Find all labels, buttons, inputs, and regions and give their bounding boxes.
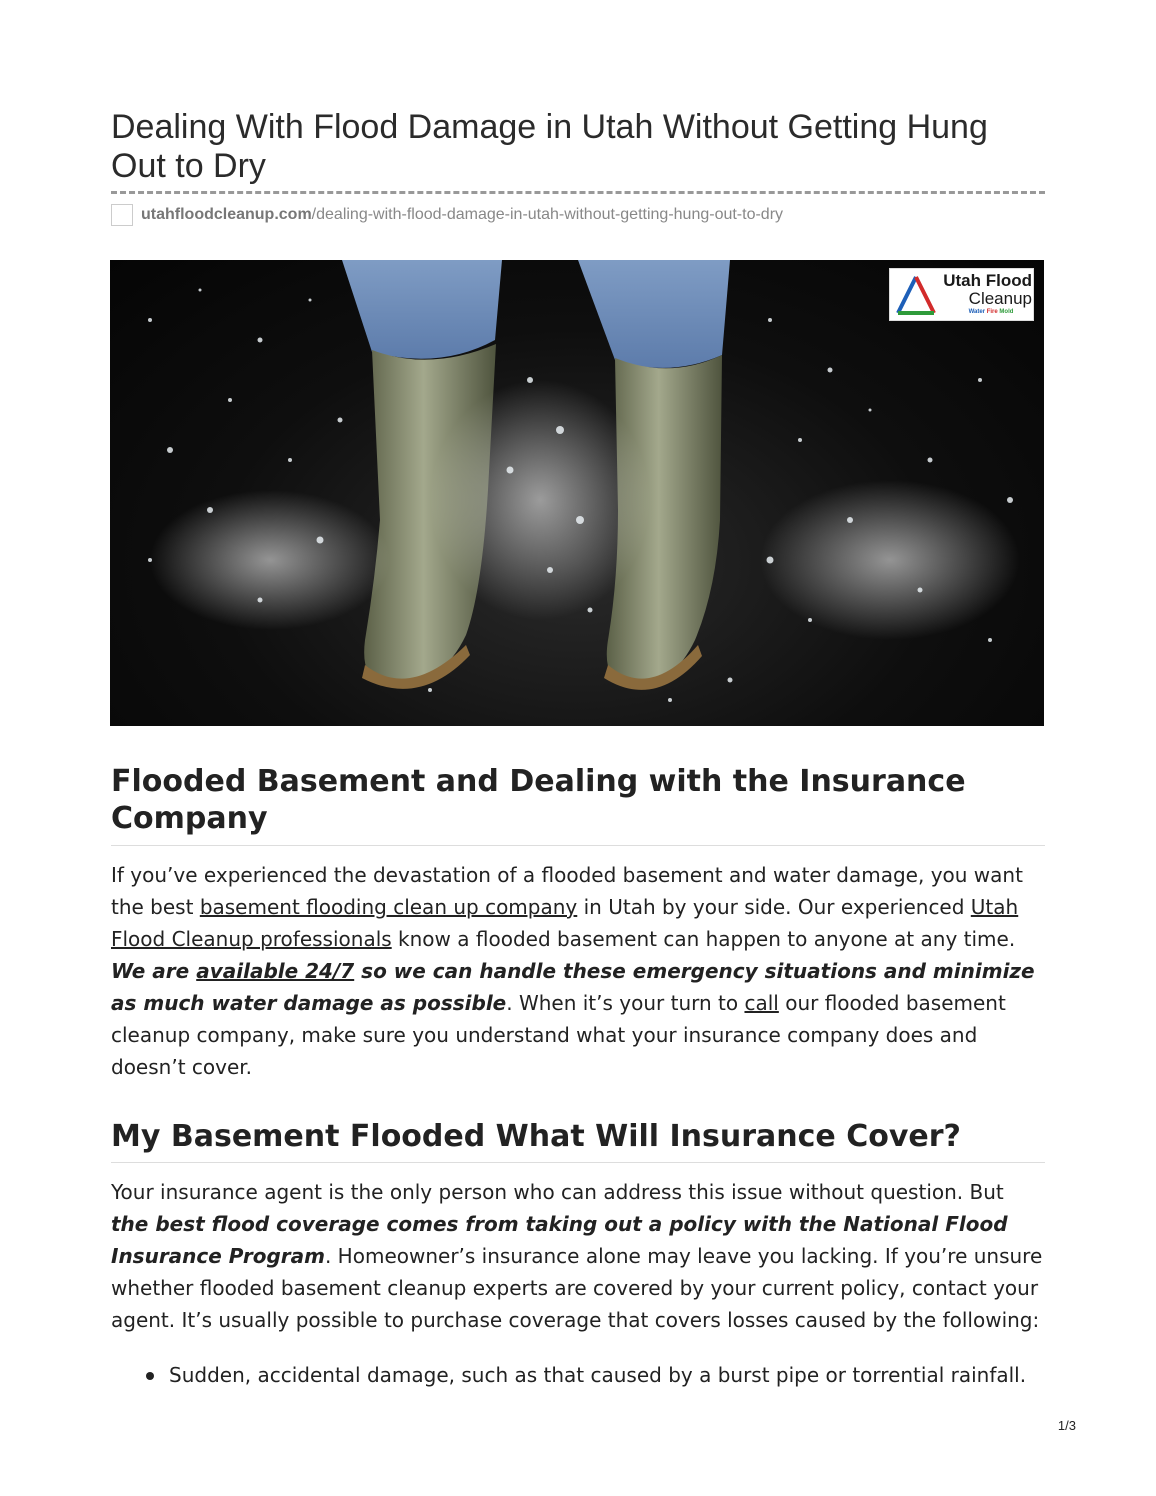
section1-paragraph — [111, 859, 1045, 1083]
page-title: Dealing With Flood Damage in Utah Without Getting Hung Out to Dry — [111, 108, 988, 185]
source-path[interactable]: /dealing-with-flood-damage-in-utah-without-getting-hung-out-to-dry — [311, 206, 784, 223]
text-run: know a flooded basement can happen to anyone at any time. — [391, 927, 1016, 951]
text-run: in Utah by your side. Our experienced — [577, 895, 971, 919]
section-heading-insurance-company: Flooded Basement and Dealing with the Insurance Company — [111, 763, 1045, 846]
page-number: 1/3 — [1057, 1418, 1076, 1433]
section-heading-insurance-cover: My Basement Flooded What Will Insurance Cover? — [111, 1118, 1045, 1163]
professionals-link[interactable]: Utah Flood Cleanup professionals — [111, 895, 1019, 951]
list-item-text: Sudden, accidental damage, such as that caused by a burst pipe or torrential rainfall. — [169, 1363, 1027, 1387]
favicon-icon — [111, 204, 133, 226]
bullet-icon — [146, 1372, 154, 1380]
emphasis-run: the best flood coverage comes from taking out a policy with the National Flood Insurance Program — [111, 1212, 1008, 1268]
logo-text-line2: Cleanup — [968, 289, 1032, 308]
text-run: Your insurance agent is the only person who can address this issue without question. But — [111, 1180, 1004, 1204]
hero-image — [110, 260, 1044, 726]
logo-text-line1: Utah Flood — [943, 271, 1032, 290]
logo-tagline — [950, 309, 1032, 315]
section2-paragraph — [111, 1176, 1045, 1336]
logo-tag-fire: Fire — [986, 309, 998, 315]
text-run: . Homeowner’s insurance alone may leave you lacking. If you’re unsure whether flooded basement cleanup experts are covered by your current policy, contact your agent. It’s usually possible to purchase coverage that covers losses caused by the following: — [111, 1244, 1043, 1332]
company-logo — [889, 268, 1034, 321]
coverage-list — [111, 1359, 1045, 1391]
rain-boots-splash-illustration — [110, 260, 1044, 726]
basement-flooding-link[interactable]: basement flooding clean up company — [199, 895, 578, 919]
source-domain[interactable]: utahfloodcleanup.com — [141, 206, 312, 223]
text-run: so we can handle these emergency situations and minimize as much water damage as possible — [111, 959, 1035, 1015]
text-run: . When it’s your turn to — [506, 991, 745, 1015]
call-link[interactable]: call — [744, 991, 779, 1015]
text-run: our flooded basement cleanup company, make sure you understand what your insurance company does and doesn’t cover. — [111, 991, 1006, 1079]
text-run: We are — [111, 959, 197, 983]
logo-tag-mold: Mold — [999, 309, 1014, 315]
source-url[interactable] — [111, 203, 1051, 227]
list-item — [111, 1359, 1045, 1391]
availability-link[interactable]: available 24/7 — [196, 959, 355, 983]
title-divider — [111, 191, 1045, 194]
triangle-logo-icon — [894, 273, 938, 317]
logo-tag-water: Water — [968, 309, 986, 315]
text-run: If you’ve experienced the devastation of a flooded basement and water damage, you want the best — [111, 863, 1023, 919]
